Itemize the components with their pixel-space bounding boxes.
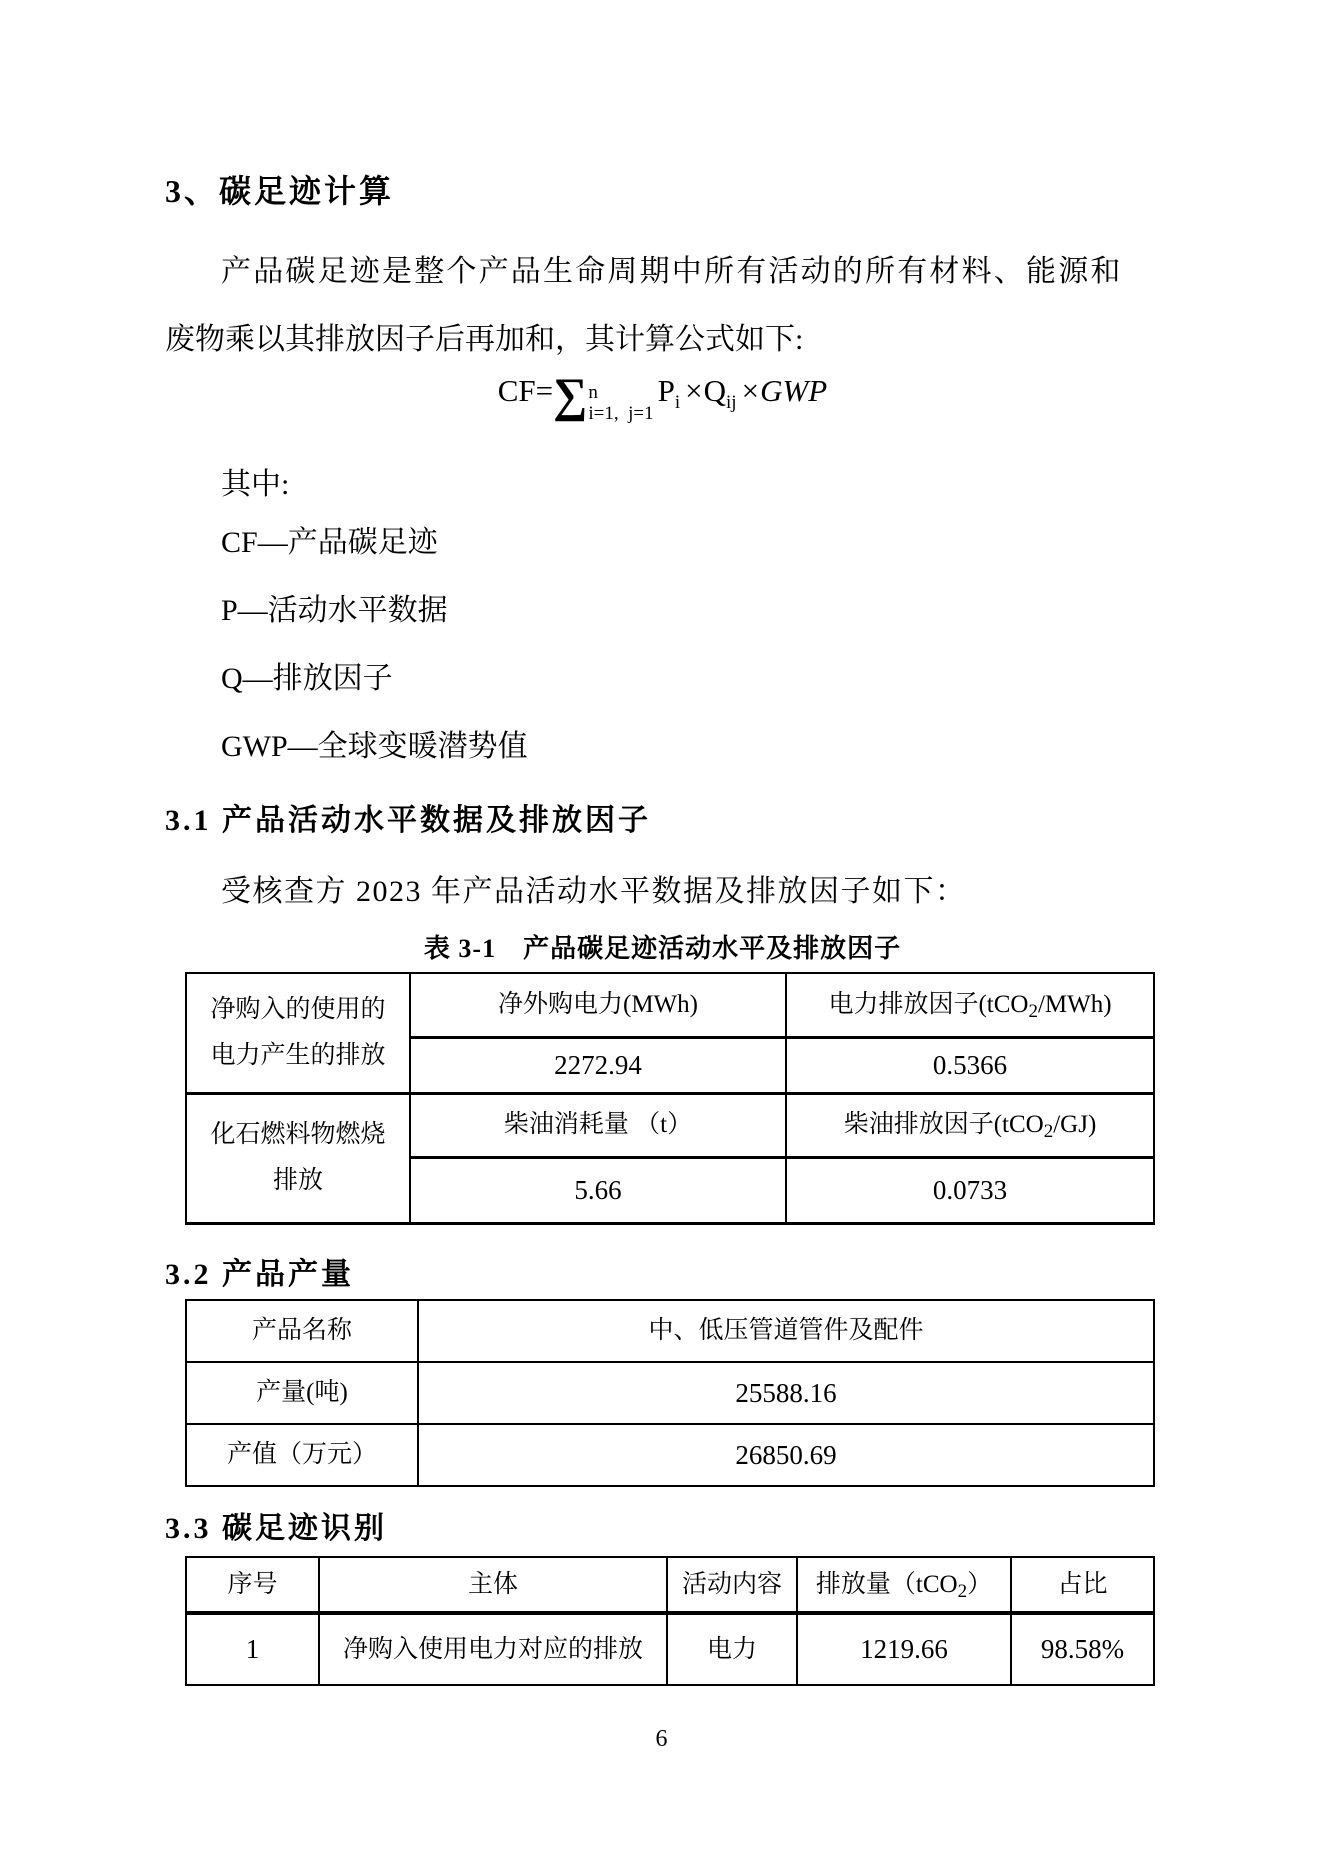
header-cell-subject: 主体: [319, 1557, 667, 1613]
table-3-2: [185, 1299, 1155, 1487]
category-line: 电力产生的排放: [210, 1041, 386, 1069]
table-row: [186, 973, 1154, 1037]
definition-q: Q—排放因子: [221, 662, 393, 695]
label-cell-output-value: 产值（万元）: [186, 1424, 418, 1486]
formula-times-2: ×: [741, 373, 760, 408]
cell-row1-share: 98.58%: [1011, 1613, 1154, 1685]
header-cell-activity: 活动内容: [667, 1557, 797, 1613]
formula-term-q: Q: [703, 373, 727, 408]
page-number: 6: [655, 1726, 668, 1752]
definition-p: P—活动水平数据: [221, 594, 448, 627]
sigma-subscript: i=1, j=1: [588, 403, 654, 424]
formula-lhs: CF=: [497, 373, 554, 408]
label-cell-product-name: 产品名称: [186, 1300, 418, 1362]
header-cell-emission: [797, 1557, 1011, 1613]
cell-row1-no: 1: [186, 1613, 319, 1685]
sigma-limits: [588, 382, 653, 424]
header-cell-electricity-factor: [786, 973, 1154, 1037]
table-3-3: [185, 1556, 1155, 1686]
subscript-2: 2: [1028, 1000, 1038, 1022]
definition-gwp: GWP—全球变暖潜势值: [221, 730, 528, 763]
value-cell-diesel-amount: 5.66: [410, 1157, 786, 1223]
subscript-2: 2: [1043, 1121, 1054, 1142]
category-line: 排放: [272, 1167, 323, 1194]
carbon-footprint-formula: [165, 369, 1160, 424]
value-cell-electricity-factor: 0.5366: [786, 1037, 1154, 1093]
where-label: 其中:: [221, 468, 290, 501]
sigma-superscript: n: [588, 382, 598, 403]
table-row: [186, 1362, 1154, 1424]
subscript-2: 2: [957, 1580, 968, 1602]
sigma-symbol: ∑: [553, 369, 588, 422]
header-text: 柴油排放因子(tCO: [843, 1111, 1044, 1138]
value-cell-product-name: 中、低压管道管件及配件: [418, 1300, 1154, 1362]
header-cell-electricity-amount: 净外购电力(MWh): [410, 973, 786, 1037]
formula-term-gwp: GWP: [760, 373, 828, 408]
header-cell-no: 序号: [186, 1557, 319, 1613]
header-text: /GJ): [1053, 1111, 1097, 1138]
category-cell-electricity: [186, 973, 410, 1093]
table-row: [186, 1300, 1154, 1362]
cell-row1-emission: 1219.66: [797, 1613, 1011, 1685]
table-row: [186, 1424, 1154, 1486]
formula-term-q-sub: ij: [726, 392, 737, 413]
header-text: /MWh): [1037, 990, 1112, 1018]
header-cell-diesel-factor: [786, 1093, 1154, 1157]
formula-term-p: P: [657, 373, 675, 408]
paragraph-line-1: 产品碳足迹是整个产品生命周期中所有活动的所有材料、能源和: [221, 255, 1123, 288]
cell-row1-subject: 净购入使用电力对应的排放: [319, 1613, 667, 1685]
value-cell-output-value: 26850.69: [418, 1424, 1154, 1486]
table-3-1-caption: 表 3-1 产品碳足迹活动水平及排放因子: [423, 934, 902, 963]
table-3-1: [185, 972, 1155, 1225]
header-text: 电力排放因子(tCO: [828, 990, 1029, 1018]
formula-times-1: ×: [685, 373, 703, 408]
definitions-list: [221, 509, 528, 781]
category-line: 化石燃料物燃烧: [210, 1121, 386, 1148]
category-cell-fossil-fuel: [186, 1093, 410, 1223]
header-cell-share: 占比: [1011, 1557, 1154, 1613]
category-line: 净购入的使用的: [210, 995, 386, 1023]
section-3-1-intro: 受核查方 2023 年产品活动水平数据及排放因子如下：: [221, 875, 967, 908]
section-3-heading: 3、碳足迹计算: [165, 173, 395, 209]
table-row: [186, 1093, 1154, 1157]
section-3-3-heading: 3.3 碳足迹识别: [165, 1512, 387, 1545]
formula-term-p-sub: i: [674, 392, 681, 413]
header-text: 排放量（tCO: [815, 1570, 958, 1598]
cell-row1-activity: 电力: [667, 1613, 797, 1685]
paragraph-line-2: 废物乘以其排放因子后再加和，其计算公式如下:: [165, 323, 804, 356]
header-text: ）: [967, 1570, 993, 1598]
value-cell-output-tons: 25588.16: [418, 1362, 1154, 1424]
table-row: [186, 1613, 1154, 1685]
section-3-2-heading: 3.2 产品产量: [165, 1258, 354, 1291]
table-header-row: [186, 1557, 1154, 1613]
section-3-1-heading: 3.1 产品活动水平数据及排放因子: [165, 804, 651, 837]
label-cell-output-tons: 产量(吨): [186, 1362, 418, 1424]
definition-cf: CF—产品碳足迹: [221, 526, 438, 559]
value-cell-diesel-factor: 0.0733: [786, 1157, 1154, 1223]
value-cell-electricity-amount: 2272.94: [410, 1037, 786, 1093]
header-cell-diesel-amount: 柴油消耗量 （t）: [410, 1093, 786, 1157]
